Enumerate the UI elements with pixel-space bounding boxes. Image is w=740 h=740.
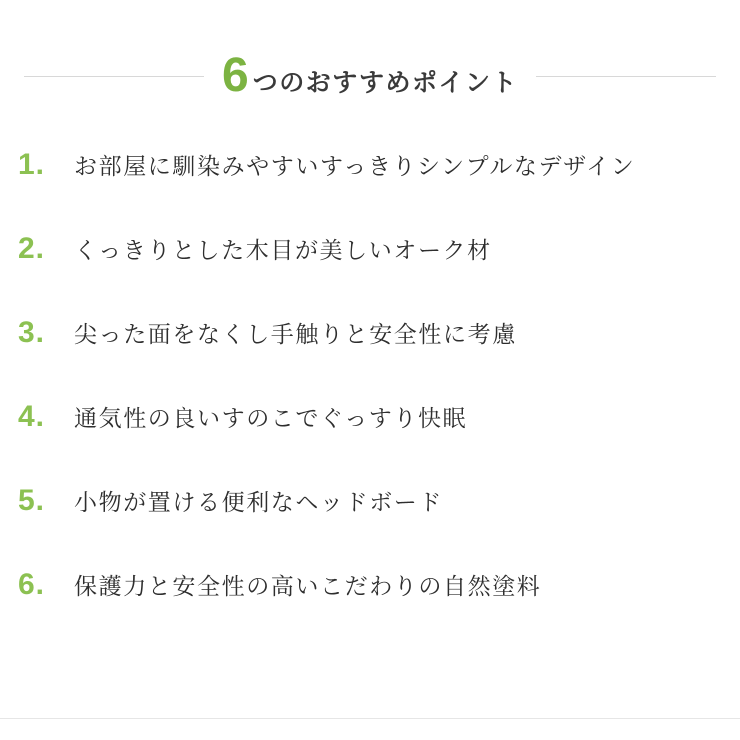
list-item-number: 1. [18,148,46,181]
points-list [0,150,740,654]
list-item-label: 通気性の良いすのこでぐっすり快眠 [74,405,468,431]
list-item-number: 6. [18,568,46,601]
list-item [0,486,740,570]
list-item-label: 小物が置ける便利なヘッドボード [74,489,443,515]
list-item-number: 3. [18,316,46,349]
list-item-label: 保護力と安全性の高いこだわりの自然塗料 [74,573,542,599]
list-item [0,570,740,654]
heading-rule-left [24,76,204,77]
list-item-number: 5. [18,484,46,517]
heading-label: つのおすすめポイント [252,69,518,97]
bottom-divider [0,718,740,719]
list-item-label: 尖った面をなくし手触りと安全性に考慮 [74,321,517,347]
list-item-number: 4. [18,400,46,433]
list-item [0,150,740,234]
heading-text [222,49,518,102]
list-item [0,318,740,402]
list-item [0,234,740,318]
page-heading [0,44,740,108]
list-item-number: 2. [18,232,46,265]
list-item-label: お部屋に馴染みやすいすっきりシンプルなデザイン [74,153,636,179]
heading-rule-right [536,76,716,77]
heading-number: 6 [222,49,249,102]
list-item-label: くっきりとした木目が美しいオーク材 [74,237,492,263]
list-item [0,402,740,486]
